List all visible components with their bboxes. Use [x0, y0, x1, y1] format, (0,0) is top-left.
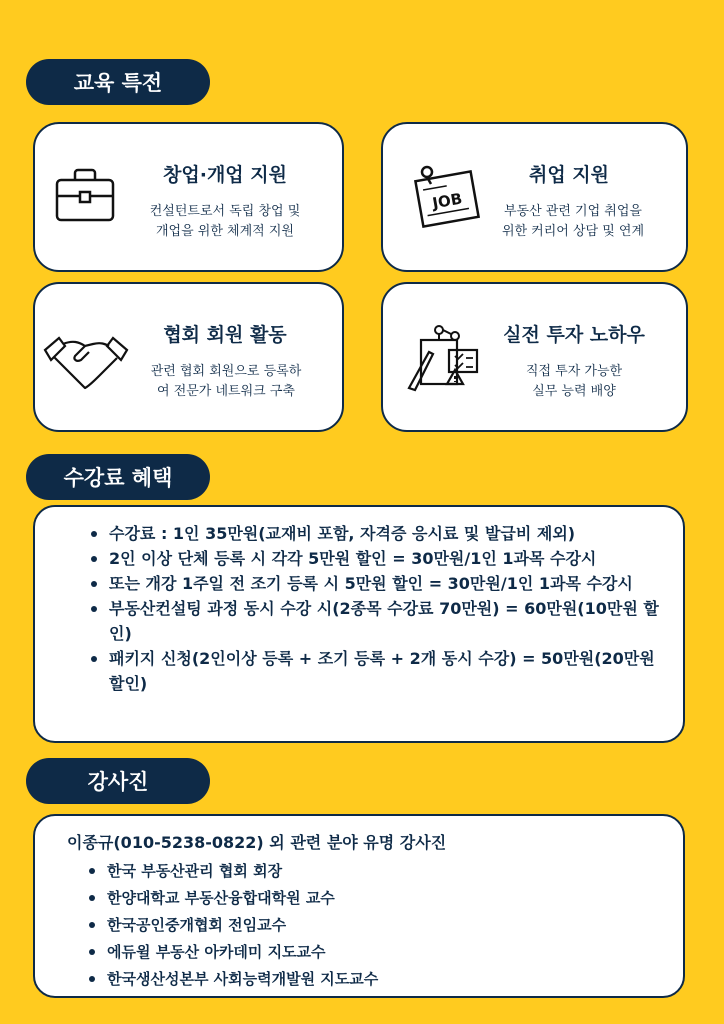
fee-item: 또는 개강 1주일 전 조기 등록 시 5만원 할인 = 30만원/1인 1과목 수강시: [87, 571, 667, 596]
instructors-list: [85, 858, 645, 993]
benefit-desc: 직접 투자 가능한: [525, 364, 623, 379]
instructor-item: 한양대학교 부동산융합대학원 교수: [85, 885, 645, 912]
benefit-title: 취업 지원: [528, 164, 610, 186]
instructors-section-title: 강사진: [26, 758, 210, 804]
fee-item: 부동산컨설팅 과정 동시 수강 시(2종목 수강료 70만원) = 60만원(10만원 할인): [87, 596, 667, 646]
fee-item: 2인 이상 단체 등록 시 각각 5만원 할인 = 30만원/1인 1과목 수강시: [87, 546, 667, 571]
benefit-desc: 위한 커리어 상담 및 연계: [501, 224, 645, 239]
strategy-icon: [403, 322, 487, 398]
instructors-lead: 이종규(010-5238-0822) 외 관련 분야 유명 강사진: [67, 833, 447, 852]
benefit-card-employment: [381, 122, 688, 272]
fees-section-title: 수강료 혜택: [26, 454, 210, 500]
benefit-card-association: [33, 282, 344, 432]
handshake-icon: [43, 330, 129, 400]
briefcase-icon: [53, 166, 117, 232]
benefit-title: 실전 투자 노하우: [503, 324, 645, 346]
instructor-item: 에듀윌 부동산 아카데미 지도교수: [85, 939, 645, 966]
benefits-section-title: 교육 특전: [26, 59, 210, 105]
instructors-box: [33, 814, 685, 998]
benefit-desc: 컨설턴트로서 독립 창업 및: [149, 204, 301, 219]
benefit-desc: 여 전문가 네트워크 구축: [157, 384, 295, 399]
benefit-desc: 부동산 관련 기업 취업을: [504, 204, 642, 219]
benefit-card-investment: [381, 282, 688, 432]
job-text: JOB: [431, 189, 464, 213]
benefit-desc: 개업을 위한 체계적 지원: [156, 224, 294, 239]
instructor-item: 한국공인중개협회 전임교수: [85, 912, 645, 939]
fees-list: [87, 521, 667, 696]
benefit-title: 창업·개업 지원: [163, 164, 287, 186]
benefit-desc: 실무 능력 배양: [532, 384, 616, 399]
fee-item: 수강료 : 1인 35만원(교재비 포함, 자격증 응시료 및 발급비 제외): [87, 521, 667, 546]
fees-box: [33, 505, 685, 743]
fee-item: 패키지 신청(2인이상 등록 + 조기 등록 + 2개 동시 수강) = 50만원(20만원 할인): [87, 646, 667, 696]
instructor-item: 한국 부동산관리 협회 회장: [85, 858, 645, 885]
benefit-desc: 관련 협회 회원으로 등록하: [150, 364, 302, 379]
benefit-title: 협회 회원 활동: [163, 324, 287, 346]
instructor-item: 한국생산성본부 사회능력개발원 지도교수: [85, 966, 645, 993]
benefit-card-startup: [33, 122, 344, 272]
